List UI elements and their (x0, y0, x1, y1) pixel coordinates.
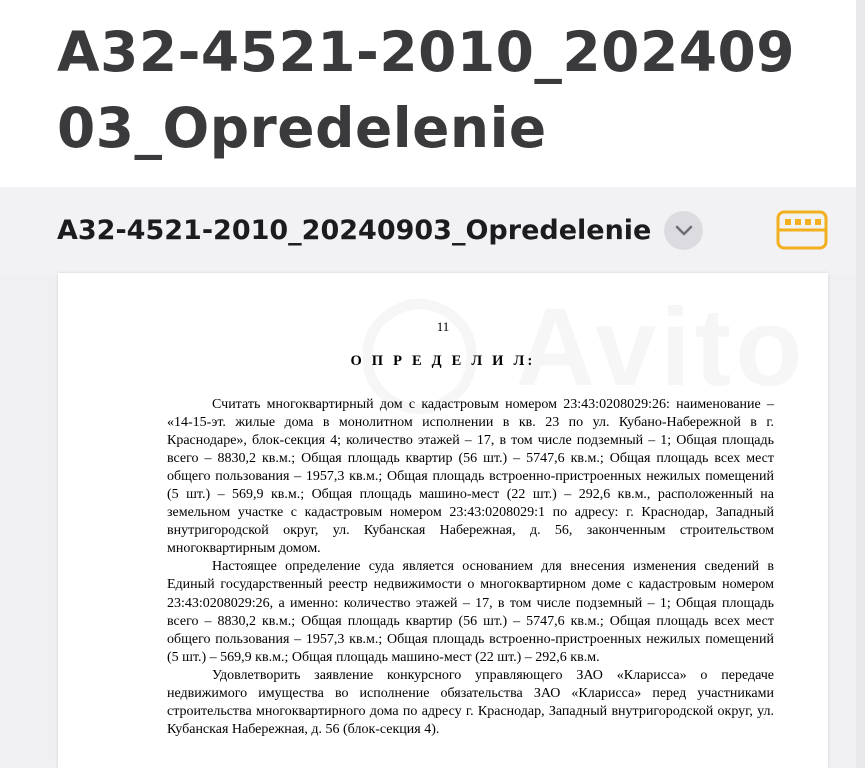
document-page[interactable] (58, 273, 828, 768)
tray-icon (776, 210, 828, 250)
watermark (358, 283, 807, 411)
page-number: 11 (436, 319, 450, 334)
file-name-label[interactable]: A32-4521-2010_20240903_Opredelenie (57, 215, 652, 246)
paragraph: Настоящее определение суда является основанием для внесения изменения сведений в Единый государственный реестр недвижимости о многоквартирном доме с кадастровым номером 23:43:0208029:26, а именно: количество этажей – 17, в том числе подземный – 1; Общая площадь всего – 8830,2 кв.м.; Общая площадь квартир (56 шт.) – 5747,6 кв.м.; Общая площадь всех мест общего пользования – 1957,3 кв.м.; Общая площадь встроенно-пристроенных нежилых помещений (5 шт.) – 569,9 кв.м.; Общая площадь машино-мест (22 шт.) – 292,6 кв.м. (167, 559, 774, 665)
tray-button[interactable] (776, 210, 828, 255)
paragraph: Удовлетворить заявление конкурсного управляющего ЗАО «Кларисса» о передаче недвижимого имущества во исполнение обязательства ЗАО «Кларисса» перед участниками строительства многоквартирного дома по адресу г. Краснодар, Западный внутригородской округ, ул. Кубанская Набережная, д. 56 (блок-секция 4). (167, 667, 774, 737)
chevron-down-icon (675, 225, 693, 237)
paragraph: Считать многоквартирный дом с кадастровым номером 23:43:0208029:26: наименование – «14-15-эт. жилые дома в монолитном исполнении в кв. 23 по ул. Кубано-Набережной в г. Краснодаре», блок-секция 4; количество этажей – 17, в том числе подземный – 1; Общая площадь всего – 8830,2 кв.м.; Общая площадь квартир (56 шт.) – 5747,6 кв.м.; Общая площадь всех мест общего пользования – 1957,3 кв.м.; Общая площадь встроенно-пристроенных нежилых помещений (5 шт.) – 569,9 кв.м.; Общая площадь машино-мест (22 шт.) – 292,6 кв.м., расположенный на земельном участке с кадастровым номером 23:43:0208029:1 по адресу: г. Краснодар, Западный внутригородской округ, ул. Кубанская Набережная, д. 56, законченным строительством многоквартирным домом. (167, 397, 774, 557)
section-heading: О П Р Е Д Е Л И Л: (350, 353, 536, 369)
file-options-button[interactable] (664, 211, 703, 250)
document-title: A32-4521-2010_20240903_Opredelenie (57, 20, 796, 160)
document-body (167, 396, 774, 739)
scrollbar-track[interactable] (856, 0, 865, 768)
